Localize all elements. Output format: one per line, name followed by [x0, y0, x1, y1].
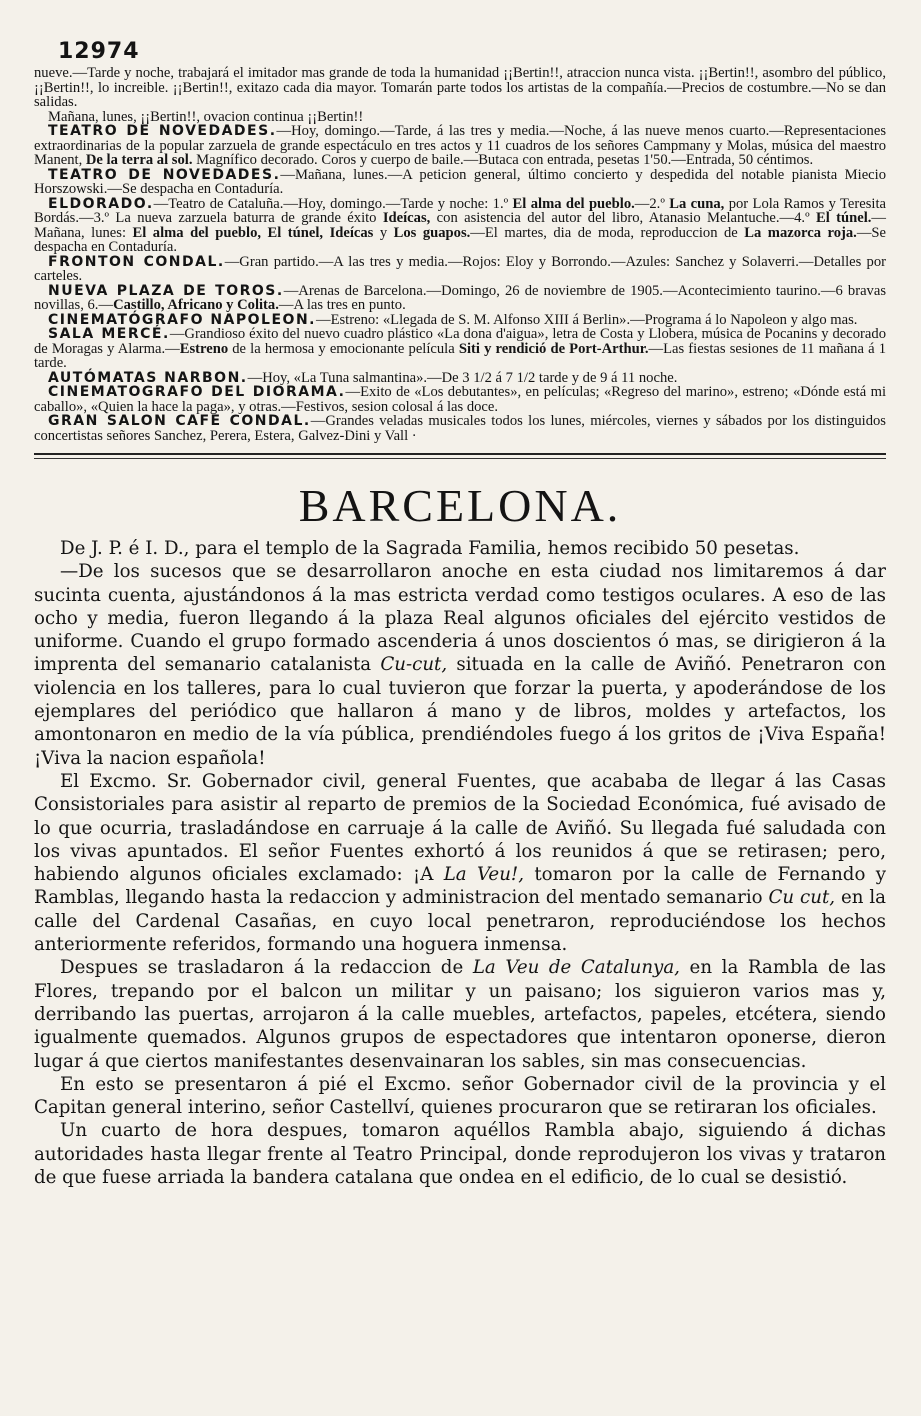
venue-name: CINEMATOGRAFO DEL DIORAMA.: [48, 384, 346, 400]
text-run: nueve.—Tarde y noche, trabajará el imitador mas grande de toda la humanidad ¡¡Bertin!!, atraccion nunca vista. ¡¡Bertin!!, asombro del público, ¡¡Bertin!!, lo increible. ¡¡Bertin!!, exitazo cada dia mayor. Tomarán parte todos los artistas de la compañía.—Precios de costumbre.—No se dan salidas.: [34, 65, 886, 110]
listing-paragraph: [34, 110, 886, 125]
page-number: 12974: [58, 39, 140, 64]
italic-title: Cu-cut,: [380, 654, 448, 676]
listing-paragraph: [34, 255, 886, 284]
section-divider: [34, 453, 886, 459]
text-run: —Gran partido.—A las tres y media.—Rojos: Eloy y Borrondo.—Azules: Sanchez y Solaverri.—Detalles por carteles.: [34, 253, 886, 284]
venue-name: GRAN SALON CAFE CONDAL.: [48, 413, 311, 429]
listing-paragraph: [34, 313, 886, 328]
bold-title: La cuna,: [669, 195, 725, 212]
listing-paragraph: [34, 66, 886, 110]
venue-name: FRONTON CONDAL.: [48, 253, 225, 270]
text-run: situada en la calle de Aviñó. Penetraron con violencia en los talleres, para lo cual tuvieron que forzar la puerta, y apoderándose de los ejemplares del periódico que hallaron á mano y de libros, moldes y artefactos, los amontonaron en medio de la vía pública, prendiéndoles fuego á los gritos de ¡Viva España! ¡Viva la nacion española!: [34, 654, 887, 769]
italic-title: La Veu!,: [443, 864, 524, 886]
venue-name: TEATRO DE NOVEDADES.: [48, 123, 277, 139]
divider-thin: [34, 458, 886, 459]
text-run: Despues se trasladaron á la redaccion de: [60, 957, 473, 979]
bold-title: El alma del pueblo.: [512, 195, 635, 212]
listing-paragraph: [34, 385, 886, 414]
article-paragraph: [34, 560, 886, 770]
bold-title: De la terra al sol.: [85, 152, 193, 168]
article-paragraph: [34, 1073, 886, 1120]
venue-name: SALA MERCÉ.: [48, 326, 170, 342]
text-run: El Excmo. Sr. Gobernador civil, general Fuentes, que acababa de llegar á las Casas Consistoriales para asistir al reparto de premios de la Sociedad Económica, fué avisado de lo que ocurria, trasladándose en carruaje á la calle de Aviñó. Su llegada fué saludada con los vivas apuntados. El señor Fuentes exhortó á los reunidos á que se retirasen; pero, habiendo algunos oficiales exclamado: ¡A: [34, 770, 886, 886]
listing-paragraph: [34, 124, 886, 168]
bold-title: Siti y rendició de Port-Arthur.: [458, 340, 649, 357]
bold-title: La mazorca roja.: [744, 224, 857, 241]
listing-paragraph: [34, 197, 886, 255]
news-article: [34, 537, 886, 1189]
section-title: BARCELONA.: [298, 480, 622, 531]
text-run: Magnífico decorado. Coros y cuerpo de baile.—Butaca con entrada, pesetas 1'50.—Entrada, 50 céntimos.: [192, 152, 814, 168]
venue-name: NUEVA PLAZA DE TOROS.: [48, 282, 284, 299]
listing-paragraph: [34, 168, 886, 197]
venue-name: TEATRO DE NOVEDADES.: [48, 166, 281, 183]
italic-title: La Veu de Catalunya,: [472, 957, 680, 979]
text-run: Un cuarto de hora despues, tomaron aquéllos Rambla abajo, siguiendo á dichas autoridades hasta llegar frente al Teatro Principal, donde reprodujeron los vivas y trataron de que fuese arriada la bandera catalana que ondea en el edificio, de lo cual se desistió.: [34, 1120, 886, 1189]
listing-paragraph: [34, 414, 886, 443]
text-run: —Arenas de Barcelona.—Domingo, 26 de noviembre de 1905.—Acontecimiento taurino.—6 bravas novillas, 6.—: [34, 282, 887, 313]
text-run: —Grandioso éxito del nuevo cuadro plástico «La dona d'aigua», letra de Costa y Llobera, música de Pocanins y decorado de Moragas y Alarma.—: [34, 326, 886, 357]
venue-name: AUTÓMATAS NARBON.: [48, 369, 248, 386]
text-run: —2.º: [634, 195, 670, 212]
text-run: en la Rambla de las Flores, trepando por el balcon un militar y un paisano; los siguieron varios mas y, derribando las puertas, arrojaron á la calle muebles, artefactos, papeles, etcétera, siendo igualmente quemados. Algunos grupos de espectadores que intentaron oponerse, dieron lugar á que ciertos manifestantes desenvainaran los sables, sin mas consecuencias.: [34, 957, 886, 1072]
listing-paragraph: [34, 284, 886, 313]
listing-paragraph: [34, 327, 886, 371]
text-run: por Lola Ramos y Teresita Bordás.—3.º La nueva zarzuela baturra de grande éxito: [34, 195, 886, 226]
bold-title: Ideícas,: [382, 210, 431, 226]
text-run: —Hoy, domingo.—Tarde, á las tres y media.—Noche, á las nueve menos cuarto.—Representaciones extraordinarias de la popular zarzuela de grande espectáculo en tres actos y 11 cuadros de los señores Campmany y Molas, música del maestro Manent,: [34, 123, 886, 168]
text-run: En esto se presentaron á pié el Excmo. señor Gobernador civil de la provincia y el Capitan general interino, señor Castellví, quienes procuraron que se retiraran los oficiales.: [34, 1073, 886, 1119]
text-run: y: [373, 224, 394, 241]
article-paragraph: [34, 537, 886, 560]
listing-paragraph: [34, 371, 886, 386]
text-run: —Se despacha en Contaduría.: [34, 224, 887, 255]
bold-title: El alma del pueblo, El túnel, Ideícas: [132, 224, 374, 241]
text-run: tomaron por la calle de Fernando y Ramblas, llegando hasta la redaccion y administracion del mentado semanario: [34, 864, 887, 909]
text-run: de la hermosa y emocionante película: [228, 340, 459, 357]
article-paragraph: [34, 1119, 886, 1189]
text-run: —A las tres en punto.: [278, 297, 406, 313]
bold-title: El túnel.: [815, 210, 872, 226]
divider-thick: [34, 453, 886, 455]
text-run: —De los sucesos que se desarrollaron anoche en esta ciudad nos limitaremos á dar sucinta cuenta, ajustándonos á la mas estricta verdad como testigos oculares. A eso de las ocho y media, fueron llegando á la plaza Real algunos oficiales del ejército vestidos de uniforme. Cuando el grupo formado ascenderia á unos doscientos ó mas, se dirigieron á la imprenta del semanario catalanista: [34, 561, 886, 676]
text-run: —Exito de «Los debutantes», en películas; «Regreso del marino», estreno; «Dónde está mi caballo», «Quien la hace la paga», y otras.—Festivos, sesion colosal á las doce.: [34, 384, 887, 415]
text-run: —Mañana, lunes:: [34, 210, 886, 241]
text-run: —Teatro de Cataluña.—Hoy, domingo.—Tarde y noche: 1.º: [153, 195, 513, 212]
bold-title: Los guapos.: [393, 224, 471, 241]
text-run: —El martes, dia de moda, reproduccion de: [470, 224, 745, 241]
article-paragraph: [34, 956, 886, 1072]
bold-title: Castillo, Africano y Colita.: [113, 297, 279, 313]
text-run: —Mañana, lunes.—A peticion general, último concierto y despedida del notable pianista Miecio Horszowski.—Se despacha en Contaduría.: [34, 166, 886, 197]
text-run: en la calle del Cardenal Casañas, en cuyo local penetraron, reproduciéndose los hechos anteriormente referidos, formando una hoguera inmensa.: [34, 887, 886, 956]
text-run: —Grandes veladas musicales todos los lunes, miércoles, viernes y sábados por los distinguidos concertistas señores Sanchez, Perera, Estera, Galvez-Dini y Vall ·: [34, 413, 886, 444]
bold-title: Estreno: [179, 340, 229, 357]
text-run: con asistencia del autor del libro, Atanasio Melantuche.—4.º: [430, 210, 816, 226]
text-run: Mañana, lunes, ¡¡Bertin!!, ovacion continua ¡¡Bertin!!: [48, 108, 364, 125]
text-run: —Estreno: «Llegada de S. M. Alfonso XIII á Berlin».—Programa á lo Napoleon y algo mas.: [315, 311, 858, 328]
text-run: —Las fiestas sesiones de 11 mañana á 1 tarde.: [34, 340, 886, 371]
text-run: De J. P. é I. D., para el templo de la Sagrada Familia, hemos recibido 50 pesetas.: [60, 538, 800, 559]
theater-listings: [34, 66, 886, 443]
italic-title: Cu cut,: [768, 887, 836, 909]
text-run: —Hoy, «La Tuna salmantina».—De 3 1/2 á 7 1/2 tarde y de 9 á 11 noche.: [247, 369, 678, 386]
venue-name: ELDORADO.: [48, 195, 154, 212]
article-paragraph: [34, 770, 886, 956]
venue-name: CINEMATÓGRAFO NAPOLEON.: [48, 311, 316, 328]
newspaper-page: [34, 40, 886, 1189]
